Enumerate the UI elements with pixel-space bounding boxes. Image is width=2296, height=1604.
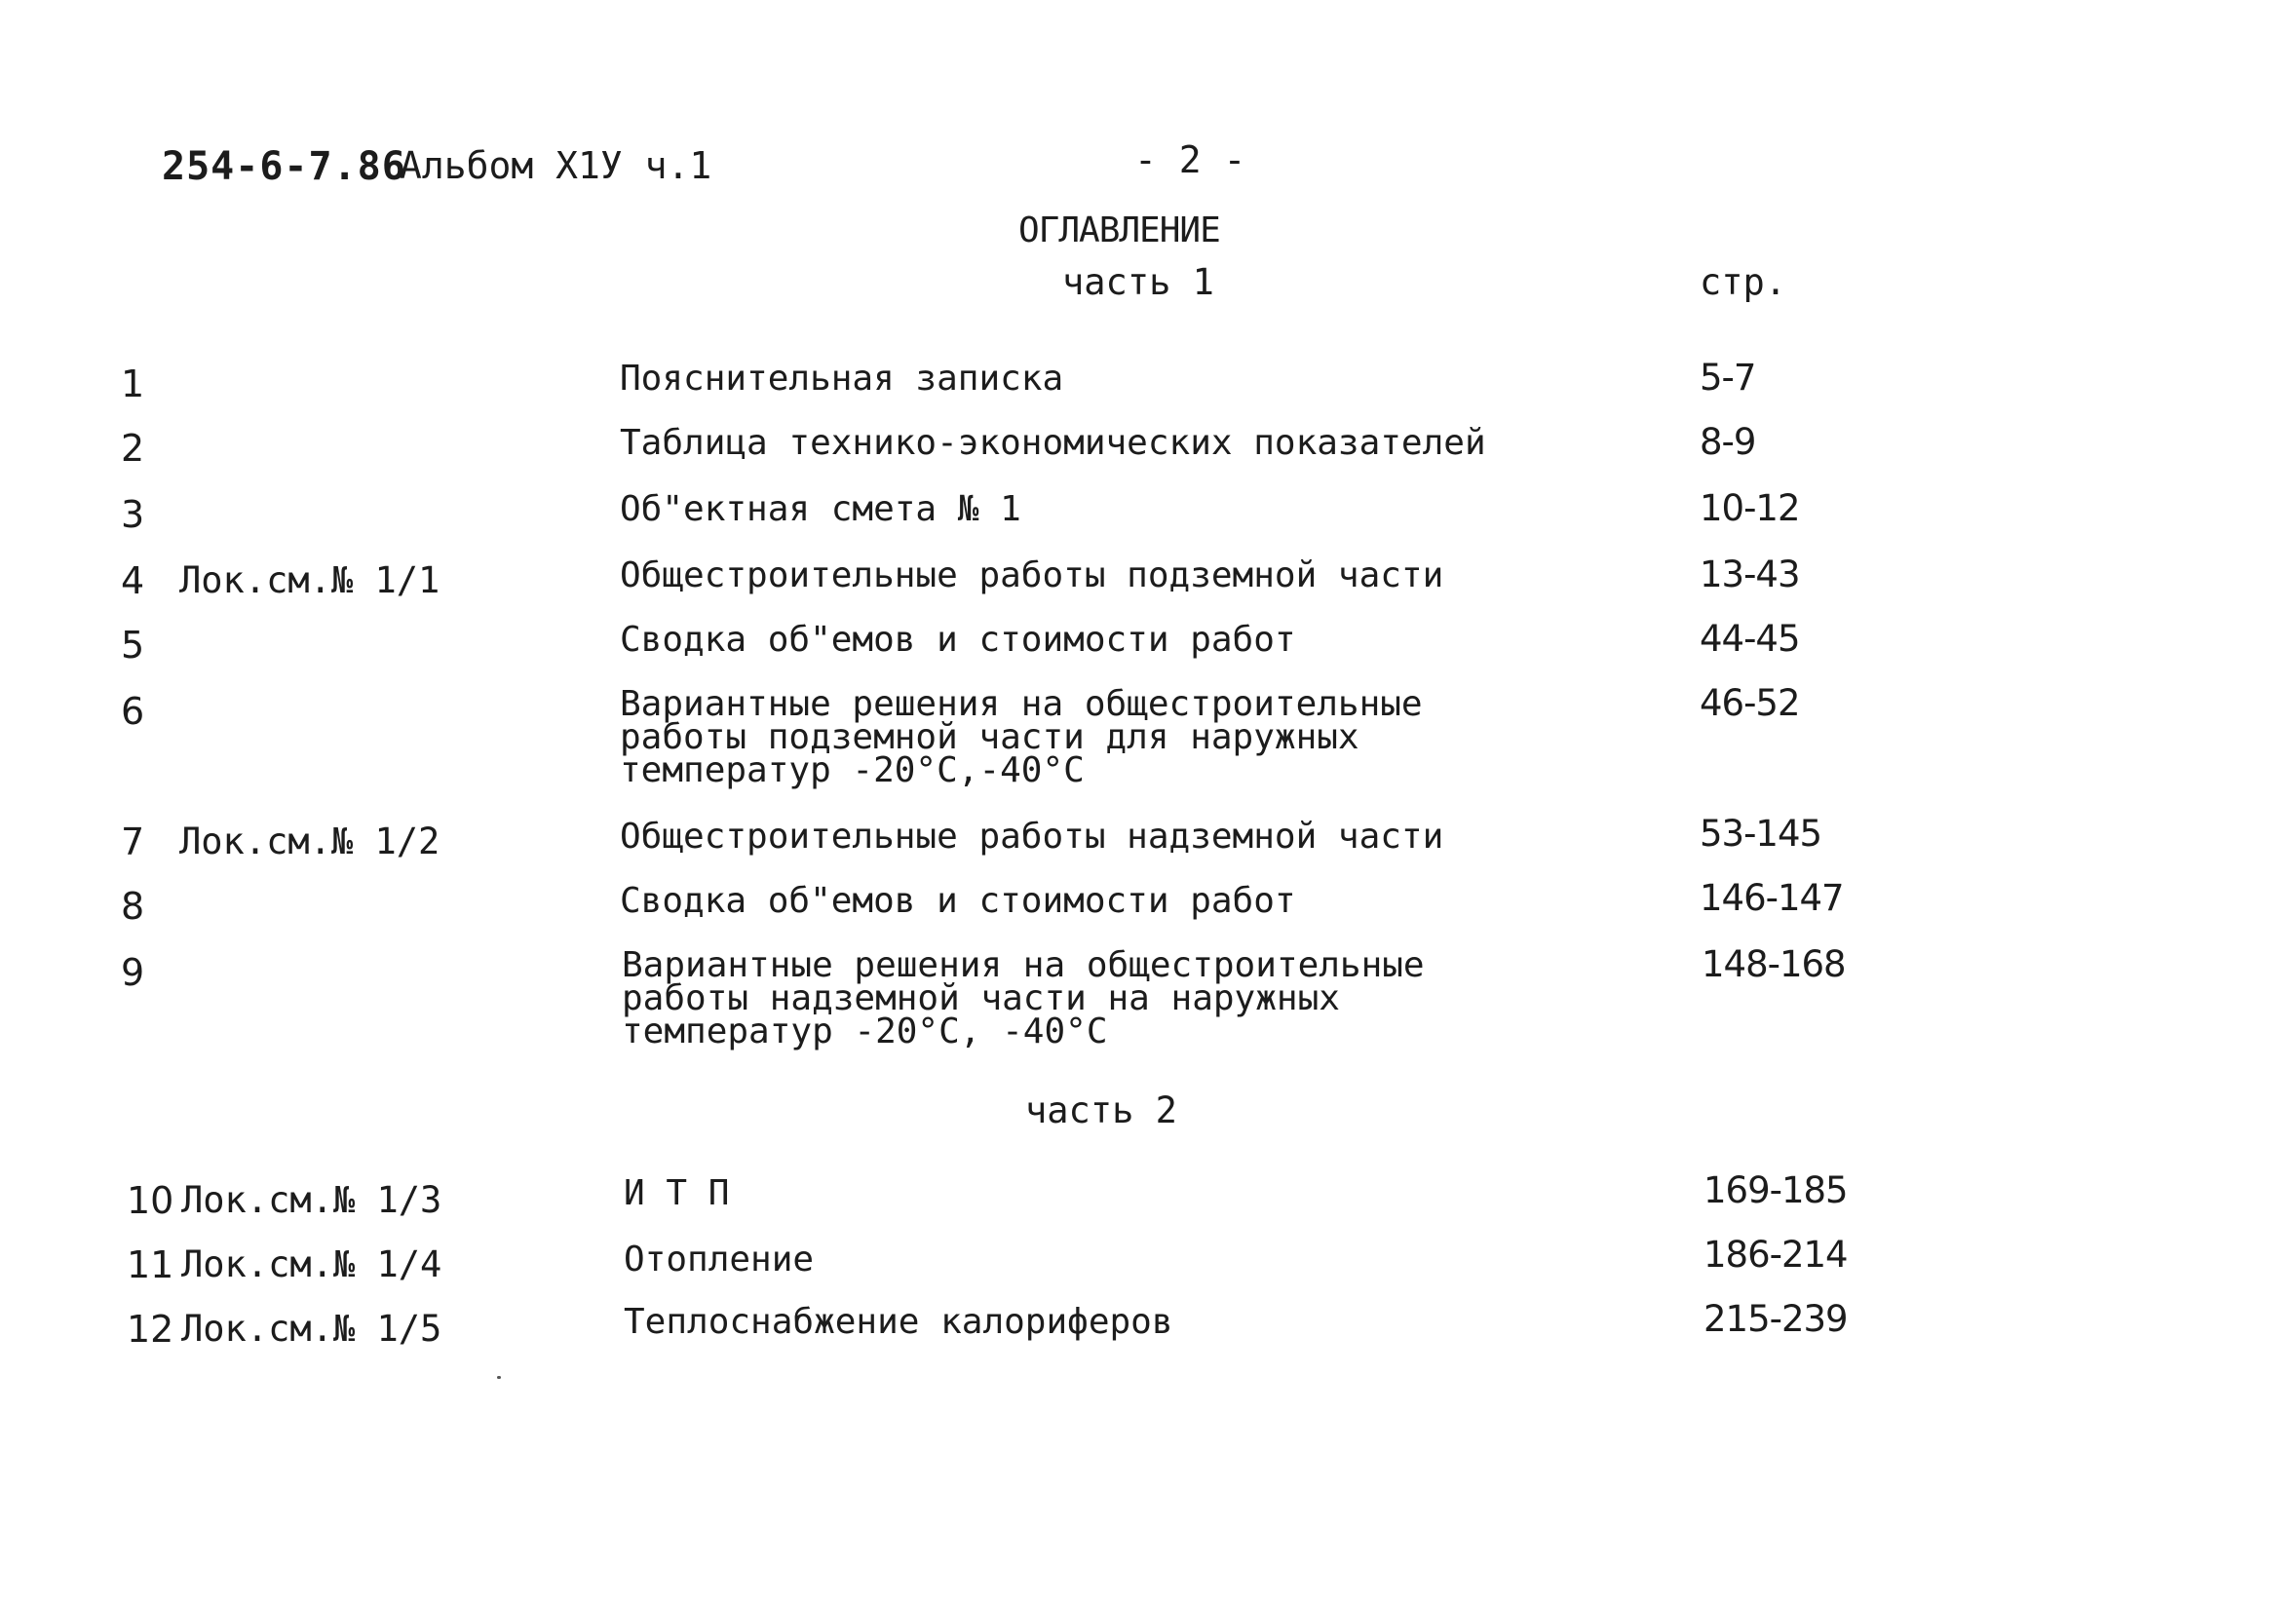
entry-title [620, 359, 1064, 399]
entry-title [624, 1173, 730, 1213]
scan-speck [497, 1376, 501, 1379]
entry-number: 9 [121, 951, 145, 994]
entry-pages: 146-147 [1700, 877, 1844, 919]
entry-pages: 215-239 [1703, 1298, 1848, 1340]
entry-pages: 169-185 [1703, 1169, 1848, 1211]
entry-title-line: работы надземной части на наружных [622, 978, 1340, 1018]
entry-number: 12 [127, 1308, 174, 1351]
entry-title-line: Вариантные решения на общестроительные [622, 945, 1425, 985]
entry-title-line: температур -20°С,-40°С [620, 750, 1085, 790]
part1-heading: часть 1 [1062, 261, 1214, 303]
entry-pages: 148-168 [1702, 943, 1846, 985]
entry-title [620, 423, 1486, 463]
entry-title-line: Пояснительная записка [620, 359, 1064, 399]
entry-title [620, 684, 1423, 790]
entry-pages: 8-9 [1700, 421, 1756, 463]
entry-pages: 46-52 [1700, 682, 1800, 724]
entry-title-line: Отопление [624, 1240, 815, 1279]
album-label: Альбом Х1У ч.1 [400, 144, 712, 187]
entry-number: 8 [121, 885, 145, 928]
entry-title [620, 620, 1296, 660]
entry-number: 11 [127, 1243, 174, 1286]
entry-pages: 186-214 [1703, 1234, 1848, 1276]
entry-title [620, 881, 1296, 921]
entry-local-estimate: Лок.см.№ 1/2 [179, 821, 440, 862]
entry-title [624, 1240, 815, 1279]
entry-local-estimate: Лок.см.№ 1/3 [181, 1179, 442, 1221]
entry-title-line: Теплоснабжение калориферов [624, 1302, 1173, 1342]
entry-title-line: Сводка об"емов и стоимости работ [620, 620, 1296, 660]
entry-title [624, 1302, 1173, 1342]
entry-pages: 13-43 [1700, 554, 1800, 595]
entry-number: 3 [121, 493, 145, 536]
entry-title-line: И Т П [624, 1173, 730, 1213]
entry-title-line: температур -20°С, -40°С [622, 1012, 1108, 1051]
entry-pages: 53-145 [1700, 813, 1822, 855]
entry-number: 5 [121, 624, 145, 667]
entry-number: 7 [121, 821, 145, 863]
entry-number: 6 [121, 690, 145, 733]
entry-title-line: Вариантные решения на общестроительные [620, 684, 1423, 724]
entry-number: 1 [121, 363, 145, 405]
entry-title [620, 555, 1444, 595]
toc-title: ОГЛАВЛЕНИЕ [1018, 210, 1220, 250]
entry-title-line: Таблица технико-экономических показателей [620, 423, 1486, 463]
entry-number: 10 [127, 1179, 174, 1222]
entry-number: 2 [121, 427, 145, 470]
entry-pages: 5-7 [1700, 357, 1756, 399]
entry-title-line: Общестроительные работы подземной части [620, 555, 1444, 595]
entry-local-estimate: Лок.см.№ 1/4 [181, 1243, 442, 1285]
entry-title [620, 817, 1444, 857]
entry-local-estimate: Лок.см.№ 1/1 [179, 559, 440, 601]
entry-local-estimate: Лок.см.№ 1/5 [181, 1308, 442, 1350]
entry-title-line: Общестроительные работы надземной части [620, 817, 1444, 857]
page-number: - 2 - [1134, 138, 1246, 181]
entry-number: 4 [121, 559, 145, 602]
entry-title-line: работы подземной части для наружных [620, 717, 1359, 757]
entry-pages: 10-12 [1700, 487, 1800, 529]
entry-title-line: Сводка об"емов и стоимости работ [620, 881, 1296, 921]
entry-title-line: Об"ектная смета № 1 [620, 489, 1021, 529]
entry-pages: 44-45 [1700, 618, 1800, 660]
document-code: 254-6-7.86 [162, 144, 406, 189]
entry-title [620, 489, 1021, 529]
part2-heading: часть 2 [1025, 1089, 1177, 1131]
page-column-label: стр. [1700, 261, 1787, 303]
entry-title [622, 945, 1425, 1051]
